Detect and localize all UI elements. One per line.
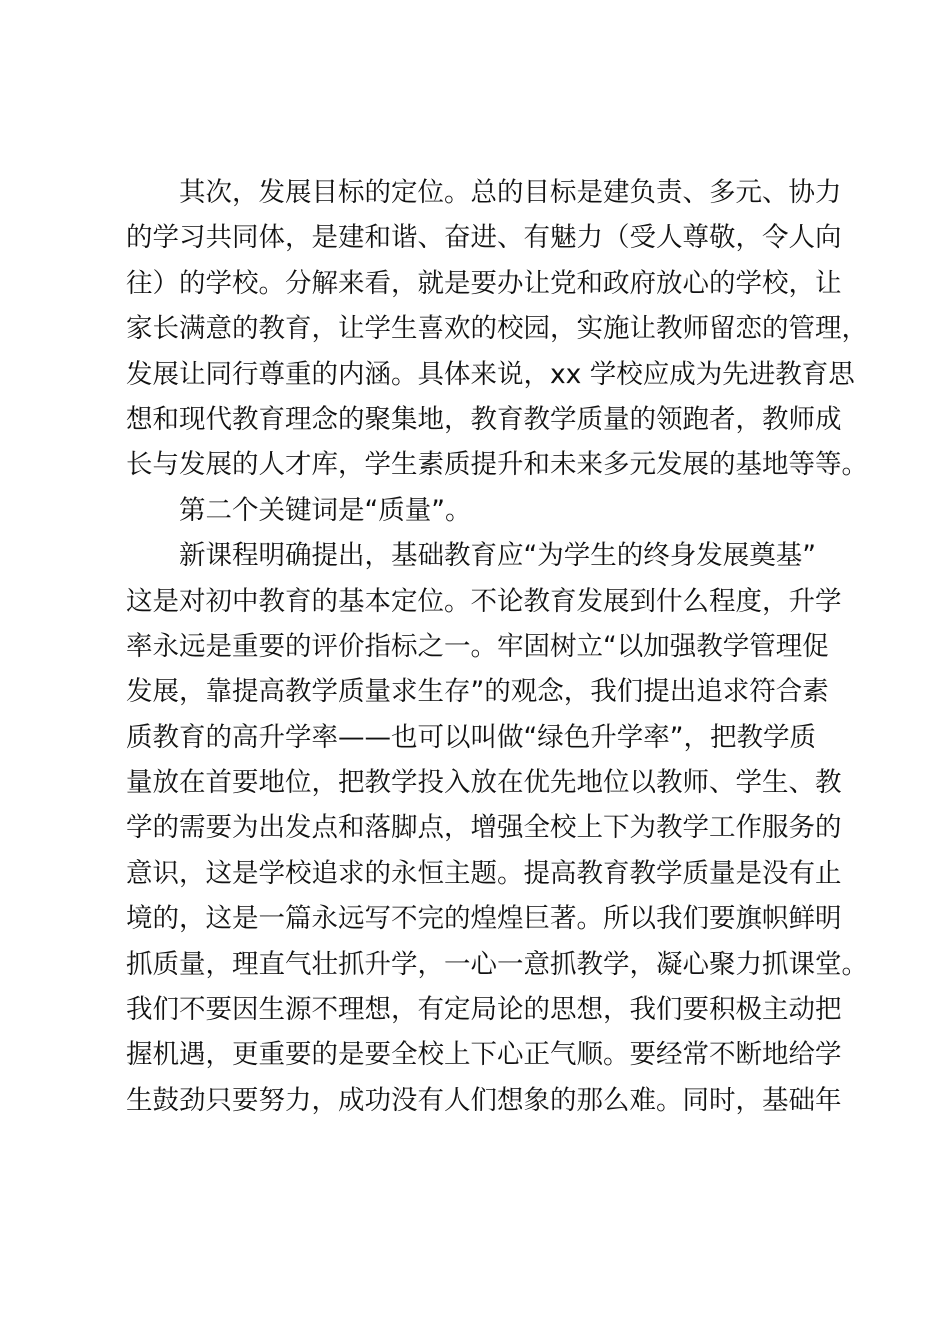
paragraph-line: 新课程明确提出，基础教育应“为学生的终身发展奠基” bbox=[179, 540, 816, 572]
paragraph-line: 发展，靠提高教学质量求生存”的观念，我们提出追求符合素 bbox=[126, 676, 829, 708]
paragraph-line: 境的，这是一篇永远写不完的煌煌巨著。所以我们要旗帜鲜明 bbox=[126, 903, 842, 935]
paragraph-line: 质教育的高升学率——也可以叫做“绿色升学率”，把教学质 bbox=[126, 721, 816, 753]
paragraph-line: 生鼓劲只要努力，成功没有人们想象的那么难。同时，基础年 bbox=[126, 1084, 842, 1116]
paragraph-line: 长与发展的人才库，学生素质提升和未来多元发展的基地等等。 bbox=[126, 449, 868, 481]
paragraph-line: 抓质量，理直气壮抓升学，一心一意抓教学，凝心聚力抓课堂。 bbox=[126, 948, 868, 980]
section-heading-line: 第二个关键词是“质量”。 bbox=[179, 494, 472, 526]
paragraph-line: 发展让同行尊重的内涵。具体来说，xx 学校应成为先进教育思 bbox=[126, 358, 855, 390]
paragraph-line: 想和现代教育理念的聚集地，教育教学质量的领跑者，教师成 bbox=[126, 403, 842, 435]
body-text bbox=[126, 170, 868, 1123]
paragraph-line: 握机遇，更重要的是要全校上下心正气顺。要经常不断地给学 bbox=[126, 1039, 842, 1071]
paragraph-line: 量放在首要地位，把教学投入放在优先地位以教师、学生、教 bbox=[126, 767, 842, 799]
paragraph-line: 这是对初中教育的基本定位。不论教育发展到什么程度，升学 bbox=[126, 585, 842, 617]
paragraph-line: 学的需要为出发点和落脚点，增强全校上下为教学工作服务的 bbox=[126, 812, 842, 844]
paragraph-line: 家长满意的教育，让学生喜欢的校园，实施让教师留恋的管理， bbox=[126, 313, 868, 345]
paragraph-line: 的学习共同体，是建和谐、奋进、有魅力（受人尊敬，令人向 bbox=[126, 222, 842, 254]
paragraph-line: 其次，发展目标的定位。总的目标是建负责、多元、协力 bbox=[179, 177, 842, 208]
paragraph-line: 率永远是重要的评价指标之一。牢固树立“以加强教学管理促 bbox=[126, 630, 829, 662]
paragraph-line: 意识，这是学校追求的永恒主题。提高教育教学质量是没有止 bbox=[126, 857, 842, 889]
paragraph-line: 往）的学校。分解来看，就是要办让党和政府放心的学校，让 bbox=[126, 267, 842, 299]
paragraph-line: 我们不要因生源不理想，有定局论的思想，我们要积极主动把 bbox=[126, 994, 842, 1026]
